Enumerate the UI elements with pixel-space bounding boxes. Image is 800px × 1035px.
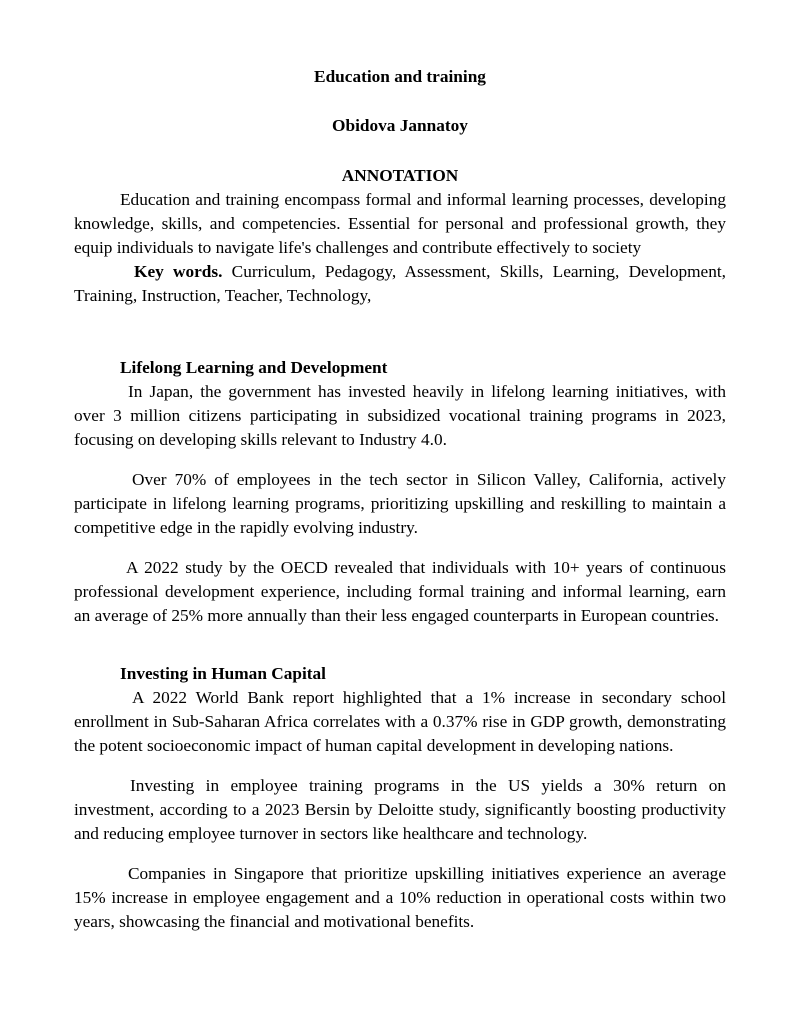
- annotation-text: Education and training encompass formal and informal learning processes, developing knowledge, skills, and competencies. Essential for personal and professional growth, they equip individuals to navigate life's challenges and contribute effectively to society: [74, 190, 726, 257]
- section-paragraph: Companies in Singapore that prioritize upskilling initiatives experience an average 15% increase in employee engagement and a 10% reduction in operational costs within two years, showcasing the financial and motivational benefits.: [74, 864, 726, 931]
- section-paragraph: In Japan, the government has invested heavily in lifelong learning initiatives, with over 3 million citizens participating in subsidized vocational training programs in 2023, focusing on developing skills relevant to Industry 4.0.: [74, 382, 726, 449]
- keywords-label: Key words.: [134, 262, 223, 281]
- section-paragraph: Investing in employee training programs in the US yields a 30% return on investment, according to a 2023 Bersin by Deloitte study, significantly boosting productivity and reducing employee turnover in sectors like healthcare and technology.: [74, 776, 726, 843]
- section-paragraph: A 2022 study by the OECD revealed that individuals with 10+ years of continuous professional development experience, including formal training and informal learning, earn an average of 25% more annually than their less engaged counterparts in European countries.: [74, 558, 726, 625]
- section-heading-human-capital: Investing in Human Capital: [120, 664, 326, 683]
- keywords-list: Curriculum, Pedagogy, Assessment, Skills, Learning, Development, Training, Instruction, Teacher, Technology,: [74, 262, 726, 305]
- section-paragraph: Over 70% of employees in the tech sector in Silicon Valley, California, actively participate in lifelong learning programs, prioritizing upskilling and reskilling to maintain a competitive edge in the rapidly evolving industry.: [74, 470, 726, 537]
- document-title: Education and training: [314, 67, 486, 86]
- section-paragraph: A 2022 World Bank report highlighted that a 1% increase in secondary school enrollment in Sub-Saharan Africa correlates with a 0.37% rise in GDP growth, demonstrating the potent socioeconomic impact of human capital development in developing nations.: [74, 688, 726, 755]
- annotation-heading: ANNOTATION: [341, 166, 459, 185]
- section-heading-lifelong-learning: Lifelong Learning and Development: [120, 358, 388, 377]
- document-page: [74, 62, 726, 934]
- keywords-paragraph: [74, 260, 726, 308]
- author-name: Obidova Jannatoy: [332, 116, 468, 135]
